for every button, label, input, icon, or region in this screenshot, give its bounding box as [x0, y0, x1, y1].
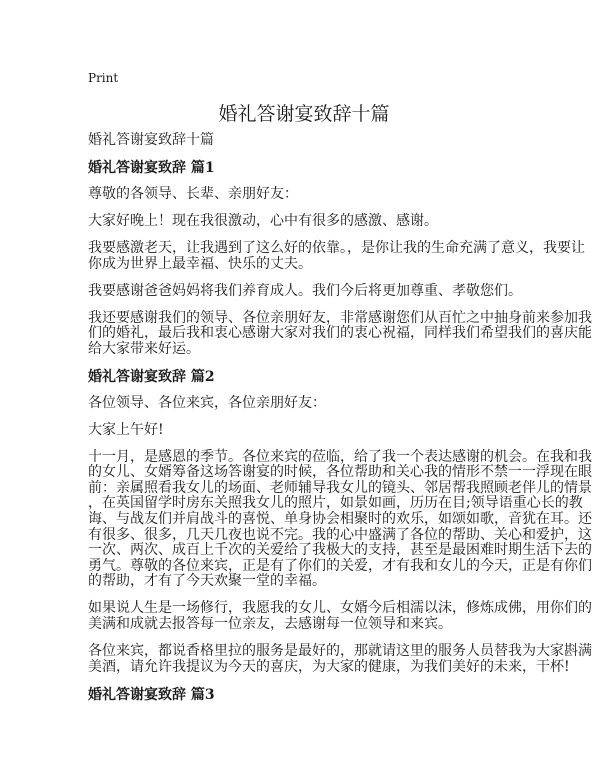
paragraph-line: 十一月，是感恩的季节。各位来宾的莅临，给了我一个表达感谢的机会。在我和我 [88, 448, 592, 465]
paragraph-line: 的帮助，才有了今天欢聚一堂的幸福。 [88, 573, 326, 590]
paragraph-line: ，在英国留学时房东关照我女儿的照片，如景如画，历历在目;领导语重心长的教 [88, 495, 583, 512]
paragraph-line: 美酒，请允许我提议为今天的喜庆，为大家的健康，为我们美好的未来，干杯! [88, 658, 570, 675]
paragraph-line: 诲、与战友们并肩战斗的喜悦、单身协会相聚时的欢乐，如颂如歌，音犹在耳。还 [88, 511, 592, 528]
paragraph-line: 前：亲属照看我女儿的场面、老师辅导我女儿的镜头、邻居帮我照顾老伴儿的情景 [88, 479, 592, 496]
paragraph-line: 尊敬的各领导、长辈、亲朋好友： [88, 186, 298, 202]
paragraph-line: 的女儿、女婿筹备这场答谢宴的时候，各位帮助和关心我的情形不禁一一浮现在眼 [88, 464, 592, 481]
paragraph-line: 一次、两次、成百上千次的关爱给了我极大的支持，甚至是最困难时期生活下去的 [88, 542, 592, 559]
paragraph [88, 309, 592, 358]
paragraph-line: 你成为世界上最幸福、快乐的丈夫。 [88, 255, 312, 272]
paragraph [88, 284, 520, 300]
paragraph-line: 各位领导、各位来宾，各位亲朋好友： [88, 394, 326, 411]
section-heading: 婚礼答谢宴致辞 篇3 [88, 686, 215, 703]
paragraph-line: 如果说人生是一场修行，我愿我的女儿、女婿今后相濡以沫，修炼成佛，用你们的 [88, 600, 592, 617]
paragraph-line: 大家好晚上！现在我很激动，心中有很多的感激、感谢。 [88, 212, 438, 229]
paragraph-line: 我要感谢爸爸妈妈将我们养育成人。我们今后将更加尊重、孝敬您们。 [88, 282, 522, 299]
paragraph [88, 214, 520, 230]
document-subtitle: 婚礼答谢宴致辞十篇 [88, 132, 214, 148]
paragraph [88, 239, 585, 272]
paragraph-line: 我还要感谢我们的领导、各位亲朋好友，非常感谢您们从百忙之中抽身前来参加我 [88, 309, 592, 326]
paragraph [88, 396, 520, 412]
paragraph [88, 600, 592, 632]
paragraph-line: 各位来宾，都说香格里拉的服务是最好的，那就请这里的服务人员替我为大家斟满 [88, 642, 592, 659]
paragraph [88, 448, 592, 590]
paragraph-line: 给大家带来好运。 [88, 340, 200, 357]
paragraph-line: 大家上午好! [88, 421, 164, 438]
paragraph [88, 642, 592, 675]
section-heading: 婚礼答谢宴致辞 篇1 [88, 160, 215, 176]
paragraph-line: 们的婚礼，最后我和衷心感谢大家对我们的衷心祝福，同样我们希望我们的喜庆能 [88, 325, 592, 342]
sections [88, 160, 592, 703]
section-heading: 婚礼答谢宴致辞 篇2 [88, 368, 215, 385]
paragraph-line: 有很多、很多，几天几夜也说不完。我的心中盛满了各位的帮助、关心和爱护，这 [88, 526, 592, 543]
paragraph [88, 187, 520, 203]
paragraph-line: 美满和成就去报答每一位亲友，去感谢每一位领导和来宾。 [88, 616, 452, 632]
paragraph-line: 勇气。尊敬的各位来宾，正是有了你们的关爱，才有我和女儿的今天，正是有你们 [88, 557, 592, 574]
paragraph-line: 我要感激老天，让我遇到了这么好的依靠。，是你让我的生命充满了意义，我要让 [88, 239, 585, 256]
document-page [88, 70, 592, 714]
page-title: 婚礼答谢宴致辞十篇 [218, 103, 390, 125]
print-link[interactable]: Print [88, 71, 119, 85]
paragraph [88, 423, 520, 439]
